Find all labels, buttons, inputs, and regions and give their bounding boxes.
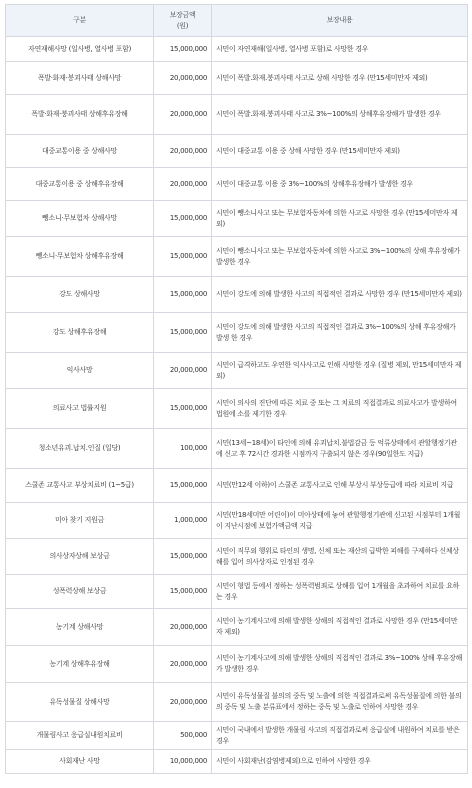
- table-row: [6, 609, 468, 646]
- cell-content: 시민이 뺑소니사고 또는 무보험자동차에 의한 사고로 3%~100%의 상해 후유장해가 발생한 경우: [212, 237, 468, 277]
- cell-category: 스쿨존 교통사고 부상치료비 (1~5급): [6, 469, 154, 503]
- cell-content: 시민이 뺑소니사고 또는 무보험자동차에 의한 사고로 사망한 경우 (만15세미만자 제외): [212, 201, 468, 237]
- cell-content: 시민이 국내에서 발생한 개물림 사고의 직접결과로써 응급실에 내원하여 치료를 받은 경우: [212, 722, 468, 750]
- cell-content: 시민이 농기계사고에 의해 발생한 상해의 직접적인 결과로 3%~100% 상해 후유장해가 발생한 경우: [212, 646, 468, 683]
- table-row: [6, 277, 468, 313]
- cell-amount: 15,000,000: [154, 37, 212, 62]
- cell-content: 시민이 폭발.화재.붕괴사태 사고로 상해 사망한 경우 (만15세미만자 제외): [212, 62, 468, 95]
- cell-amount: 15,000,000: [154, 237, 212, 277]
- cell-amount: 15,000,000: [154, 389, 212, 429]
- table-row: [6, 237, 468, 277]
- cell-category: 뺑소니·무보험차 상해사망: [6, 201, 154, 237]
- cell-amount: 20,000,000: [154, 95, 212, 135]
- table-row: [6, 683, 468, 722]
- cell-amount: 10,000,000: [154, 750, 212, 774]
- cell-category: 유독성물질 상해사망: [6, 683, 154, 722]
- table-row: [6, 201, 468, 237]
- header-content: 보장내용: [212, 5, 468, 37]
- cell-amount: 15,000,000: [154, 277, 212, 313]
- cell-category: 폭발·화재·붕괴사태 상해사망: [6, 62, 154, 95]
- table-body: [6, 37, 468, 774]
- cell-content: 시민이 의사의 진단에 따른 치료 중 또는 그 치료의 직접결과로 의료사고가 발생하여 법원에 소를 제기한 경우: [212, 389, 468, 429]
- table-row: [6, 722, 468, 750]
- cell-content: 시민(13세~18세)이 타인에 의해 유괴납치.불법감금 등 억류상태에서 관할행정기관에 신고 후 72시간 경과한 시점까지 구출되지 않은 경우(90일한도 지급): [212, 429, 468, 469]
- cell-amount: 15,000,000: [154, 201, 212, 237]
- cell-category: 자연재해사망 (일사병, 열사병 포함): [6, 37, 154, 62]
- cell-category: 폭발·화재·붕괴사태 상해후유장해: [6, 95, 154, 135]
- cell-category: 성폭력상해 보상금: [6, 575, 154, 609]
- table-row: [6, 95, 468, 135]
- cell-content: 시민이 대중교통 이용 중 상해 사망한 경우 (만15세미만자 제외): [212, 135, 468, 168]
- cell-amount: 15,000,000: [154, 575, 212, 609]
- table-row: [6, 646, 468, 683]
- table-row: [6, 37, 468, 62]
- cell-amount: 1,000,000: [154, 503, 212, 539]
- header-row: [6, 5, 468, 37]
- cell-amount: 20,000,000: [154, 62, 212, 95]
- cell-content: 시민(만12세 이하)이 스쿨존 교통사고로 인해 부상시 부상등급에 따라 치료비 지급: [212, 469, 468, 503]
- cell-content: 시민이 자연재해(일사병, 열사병 포함)로 사망한 경우: [212, 37, 468, 62]
- cell-category: 강도 상해사망: [6, 277, 154, 313]
- cell-amount: 20,000,000: [154, 135, 212, 168]
- cell-content: 시민이 형법 등에서 정하는 성폭력범죄로 상해를 입어 1개월을 초과하여 치료를 요하는 경우: [212, 575, 468, 609]
- table-row: [6, 750, 468, 774]
- cell-content: 시민이 급격하고도 우연한 익사사고로 인해 사망한 경우 (질병 제외, 만15세미만자 제외): [212, 353, 468, 389]
- cell-amount: 100,000: [154, 429, 212, 469]
- cell-content: 시민이 직무외 행위로 타인의 생명, 신체 또는 재산의 급박한 피해를 구제하다 신체상해를 입어 의사상자로 인정된 경우: [212, 539, 468, 575]
- cell-category: 미아 찾기 지원금: [6, 503, 154, 539]
- table-row: [6, 389, 468, 429]
- table-row: [6, 575, 468, 609]
- cell-category: 의료사고 법률지원: [6, 389, 154, 429]
- cell-category: 대중교통이용 중 상해후유장해: [6, 168, 154, 201]
- cell-category: 사회재난 사망: [6, 750, 154, 774]
- cell-category: 대중교통이용 중 상해사망: [6, 135, 154, 168]
- cell-content: 시민이 강도에 의해 발생한 사고의 직접적인 결과로 사망한 경우 (만15세미만자 제외): [212, 277, 468, 313]
- cell-category: 청소년유괴.납치.인질 (일당): [6, 429, 154, 469]
- table-row: [6, 503, 468, 539]
- cell-amount: 20,000,000: [154, 168, 212, 201]
- cell-content: 시민이 대중교통 이용 중 3%~100%의 상해후유장해가 발생한 경우: [212, 168, 468, 201]
- cell-amount: 20,000,000: [154, 353, 212, 389]
- cell-content: 시민이 사회재난(감염병제외)으로 인하여 사망한 경우: [212, 750, 468, 774]
- cell-amount: 500,000: [154, 722, 212, 750]
- cell-content: 시민이 폭발.화재.붕괴사태 사고로 3%~100%의 상해후유장해가 발생한 경우: [212, 95, 468, 135]
- cell-content: 시민(만18세미만 어린이)이 미아상태에 놓여 관할행정기관에 신고된 시점부터 1개월이 지난시점에 보험가액금액 지급: [212, 503, 468, 539]
- table-row: [6, 353, 468, 389]
- cell-content: 시민이 유독성물질 불의의 중독 및 노출에 의한 직접결과로써 유독성물질에 의한 불의의 중독 및 노출 분류표에서 정하는 중독 및 노출로 인하여 사망한 경우: [212, 683, 468, 722]
- cell-amount: 20,000,000: [154, 609, 212, 646]
- cell-category: 강도 상해후유장해: [6, 313, 154, 353]
- cell-amount: 15,000,000: [154, 469, 212, 503]
- table-header: [6, 5, 468, 37]
- cell-category: 개물림사고 응급실내원치료비: [6, 722, 154, 750]
- cell-category: 의사상자상해 보상금: [6, 539, 154, 575]
- table-row: [6, 313, 468, 353]
- table-row: [6, 62, 468, 95]
- coverage-table: [5, 4, 468, 774]
- table-row: [6, 469, 468, 503]
- cell-amount: 15,000,000: [154, 539, 212, 575]
- cell-category: 익사사망: [6, 353, 154, 389]
- cell-content: 시민이 강도에 의해 발생한 사고의 직접적인 결과로 3%~100%의 상해 후유장해가 발생 한 경우: [212, 313, 468, 353]
- table-row: [6, 429, 468, 469]
- cell-amount: 20,000,000: [154, 683, 212, 722]
- header-category: 구분: [6, 5, 154, 37]
- table-row: [6, 539, 468, 575]
- header-amount: 보장금액 (원): [154, 5, 212, 37]
- table-row: [6, 168, 468, 201]
- cell-category: 농기계 상해후유장해: [6, 646, 154, 683]
- cell-amount: 15,000,000: [154, 313, 212, 353]
- cell-category: 뺑소니·무보험차 상해후유장해: [6, 237, 154, 277]
- cell-category: 농기계 상해사망: [6, 609, 154, 646]
- cell-content: 시민이 농기계사고에 의해 발생한 상해의 직접적인 결과로 사망한 경우 (만15세미만자 제외): [212, 609, 468, 646]
- table-row: [6, 135, 468, 168]
- cell-amount: 20,000,000: [154, 646, 212, 683]
